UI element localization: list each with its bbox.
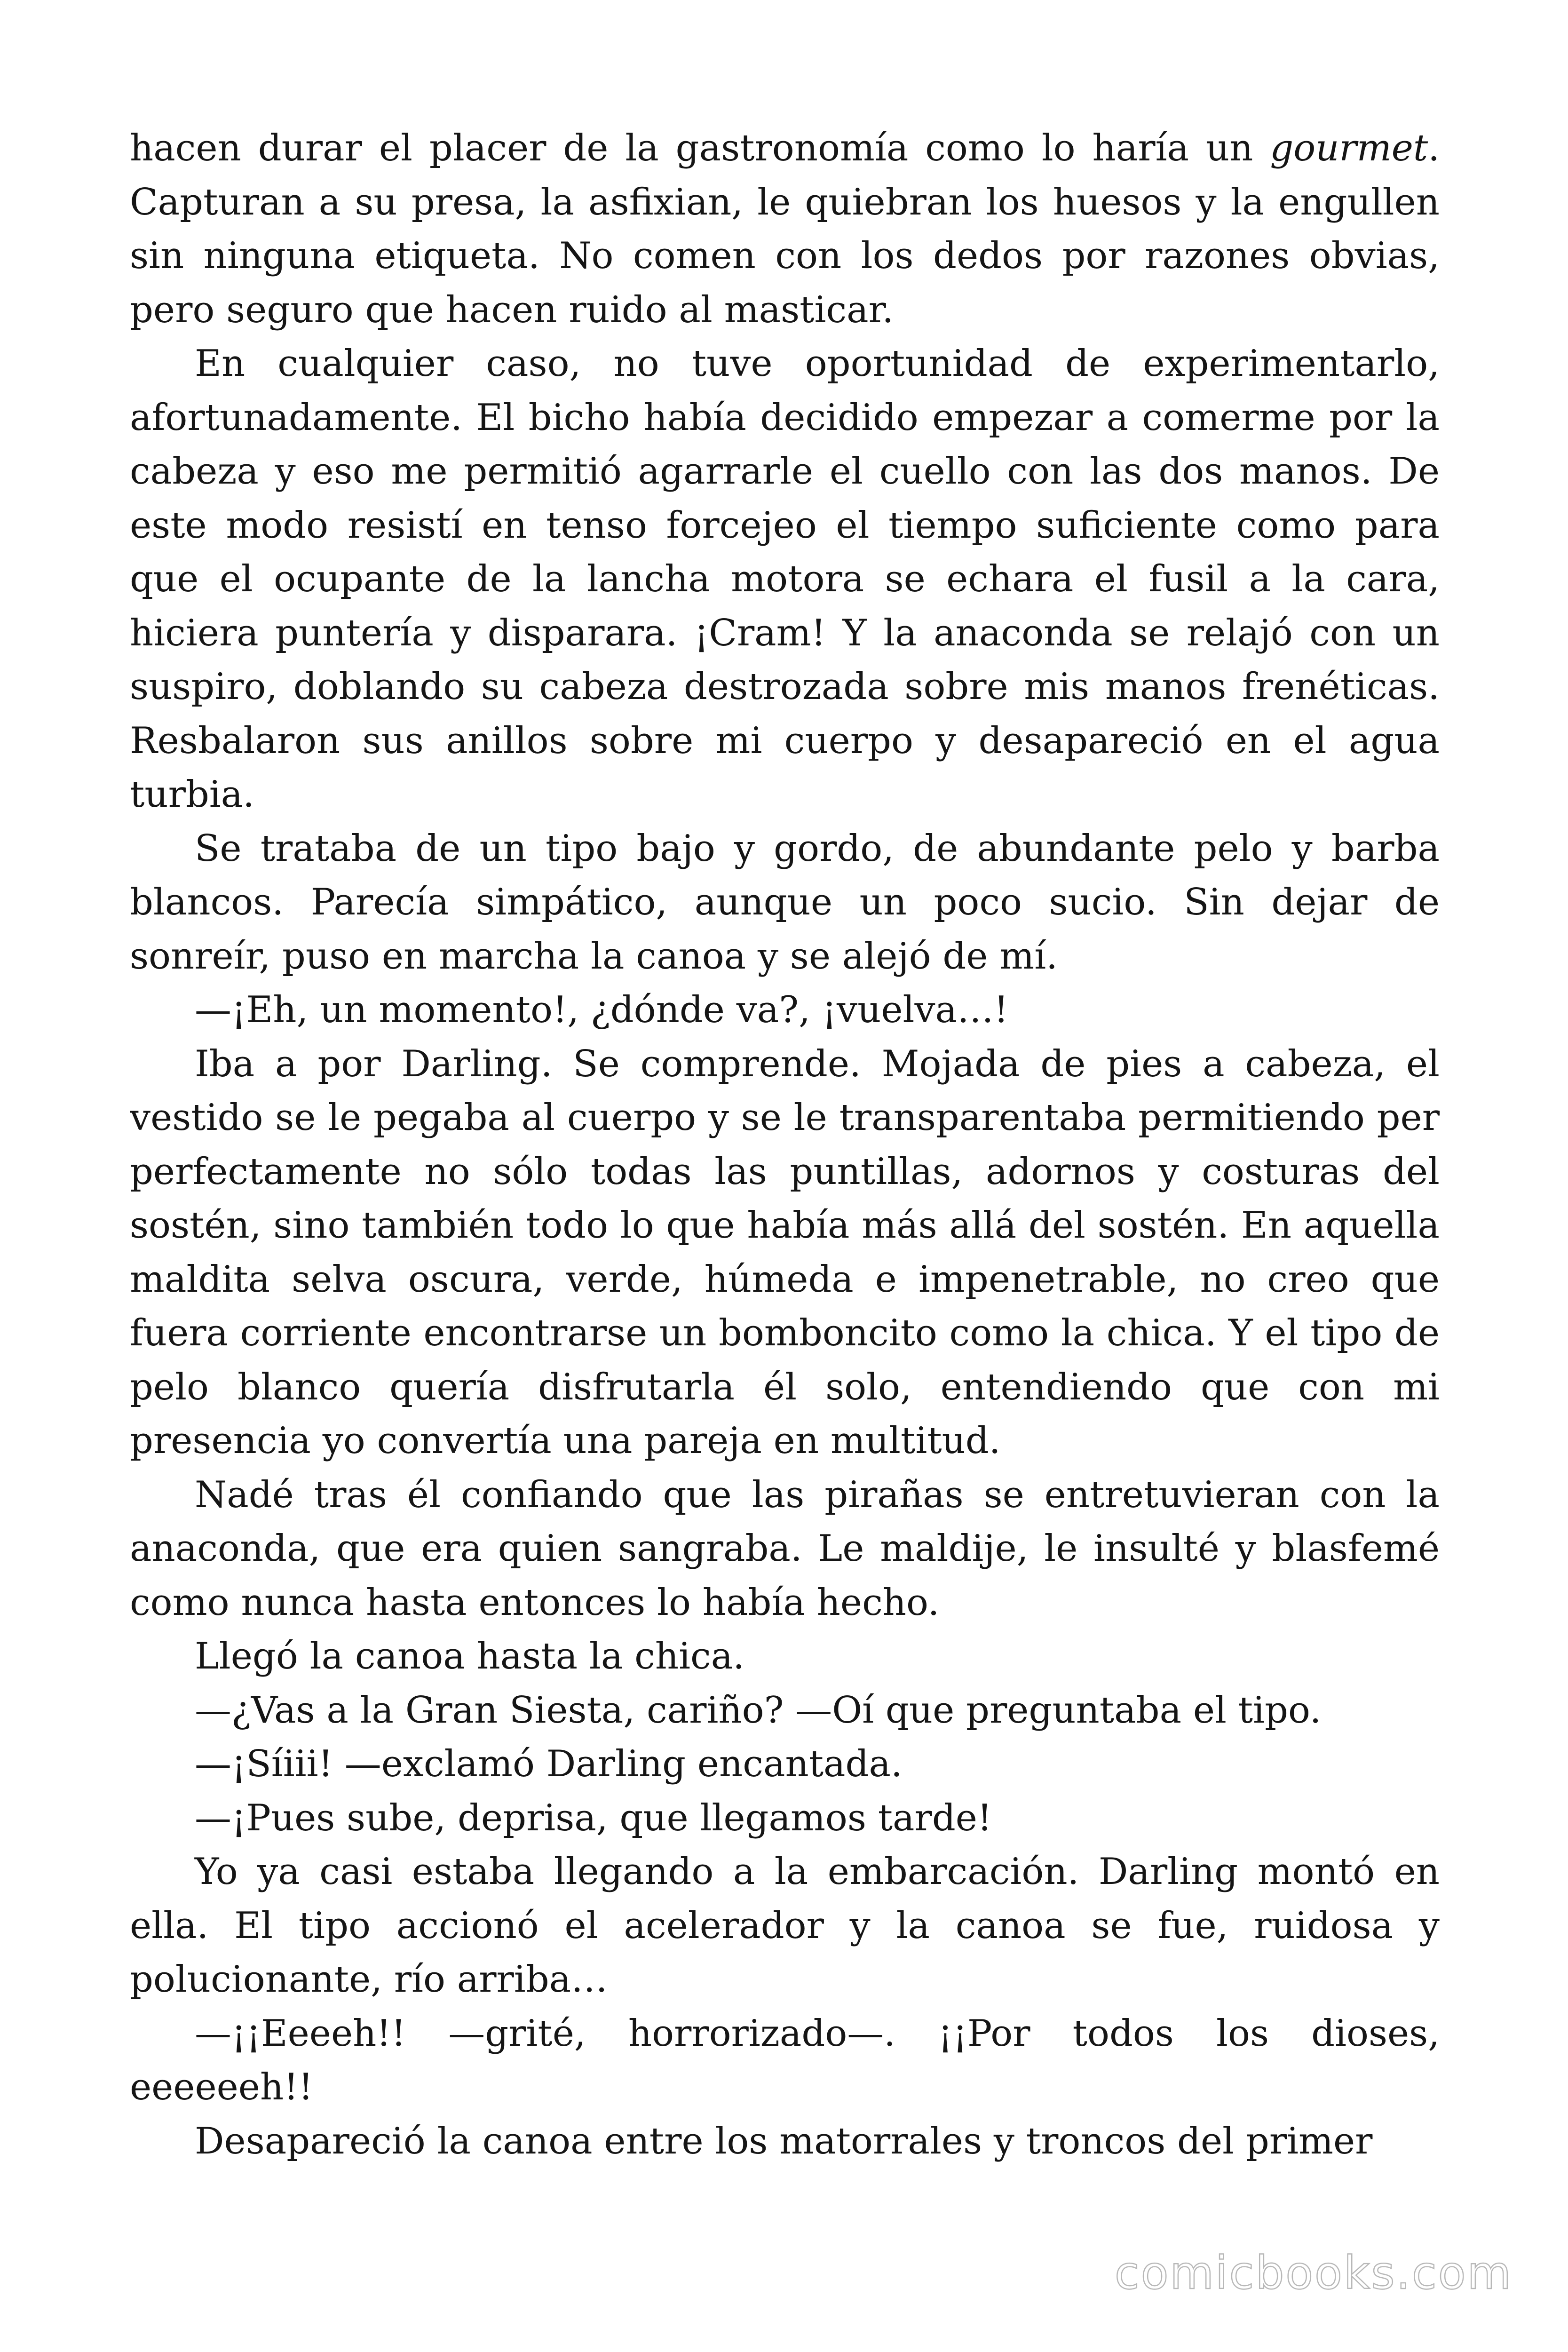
text-run: Desapareció la canoa entre los matorrales y troncos del primer bbox=[195, 2120, 1373, 2162]
text-run: . Capturan a su presa, la asfixian, le quiebran los huesos y la engullen sin ninguna etiqueta. No comen con los dedos por razones obvias, pero seguro que hacen ruido al masticar. bbox=[130, 127, 1440, 331]
page-body bbox=[130, 121, 1440, 2191]
text-run: Se trataba de un tipo bajo y gordo, de abundante pelo y barba blancos. Parecía simpático, aunque un poco sucio. Sin dejar de sonreír, puso en marcha la canoa y se alejó de mí. bbox=[130, 827, 1440, 977]
text-run: —¡Pues sube, deprisa, que llegamos tarde! bbox=[195, 1796, 992, 1839]
text-run: hacen durar el placer de la gastronomía como lo haría un bbox=[130, 127, 1270, 169]
paragraph bbox=[130, 1468, 1440, 1630]
paragraph bbox=[130, 1037, 1440, 1468]
paragraph bbox=[130, 983, 1440, 1037]
paragraph bbox=[130, 1737, 1440, 1791]
paragraph bbox=[130, 1845, 1440, 2007]
text-run: Llegó la canoa hasta la chica. bbox=[195, 1635, 745, 1677]
paragraph bbox=[130, 121, 1440, 337]
text-run: —¡Síiii! —exclamó Darling encantada. bbox=[195, 1743, 903, 1785]
paragraph bbox=[130, 337, 1440, 822]
paragraph bbox=[130, 1684, 1440, 1738]
text-run: —¡Eh, un momento!, ¿dónde va?, ¡vuelva…! bbox=[195, 989, 1009, 1031]
italic-text: gourmet bbox=[1270, 127, 1428, 169]
paragraph bbox=[130, 2007, 1440, 2114]
paragraph bbox=[130, 1629, 1440, 1684]
watermark: comicbooks.com bbox=[1114, 2247, 1513, 2299]
text-run: Nadé tras él confiando que las pirañas se entretuvieran con la anaconda, que era quien sangraba. Le maldije, le insulté y blasfemé como nunca hasta entonces lo había hecho. bbox=[130, 1473, 1440, 1624]
text-run: En cualquier caso, no tuve oportunidad de experimentarlo, afortunadamente. El bicho había decidido empezar a comerme por la cabeza y eso me permitió agarrarle el cuello con las dos manos. De este modo resistí en tenso forcejeo el tiempo suficiente como para que el ocupante de la lancha motora se echara el fusil a la cara, hiciera puntería y disparara. ¡Cram! Y la anaconda se relajó con un suspiro, doblando su cabeza destrozada sobre mis manos frenéticas. Resbalaron sus anillos sobre mi cuerpo y desapareció en el agua turbia. bbox=[130, 342, 1440, 816]
text-run: —¡¡Eeeeh!! —grité, horrorizado—. ¡¡Por todos los dioses, eeeeeeh!! bbox=[130, 2012, 1440, 2108]
paragraph bbox=[130, 1791, 1440, 1845]
text-run: Iba a por Darling. Se comprende. Mojada de pies a cabeza, el vestido se le pegaba al cuerpo y se le transparentaba permitiendo per perfectamente no sólo todas las puntillas, adornos y costuras del sostén, sino también todo lo que había más allá del sostén. En aquella maldita selva oscura, verde, húmeda e impenetrable, no creo que fuera corriente encontrarse un bomboncito como la chica. Y el tipo de pelo blanco quería disfrutarla él solo, entendiendo que con mi presencia yo convertía una pareja en multitud. bbox=[130, 1042, 1440, 1462]
paragraph bbox=[130, 2114, 1440, 2169]
text-run: —¿Vas a la Gran Siesta, cariño? —Oí que preguntaba el tipo. bbox=[195, 1689, 1322, 1732]
text-run: Yo ya casi estaba llegando a la embarcación. Darling montó en ella. El tipo accionó el acelerador y la canoa se fue, ruidosa y polucionante, río arriba… bbox=[130, 1851, 1440, 2001]
paragraph bbox=[130, 822, 1440, 984]
